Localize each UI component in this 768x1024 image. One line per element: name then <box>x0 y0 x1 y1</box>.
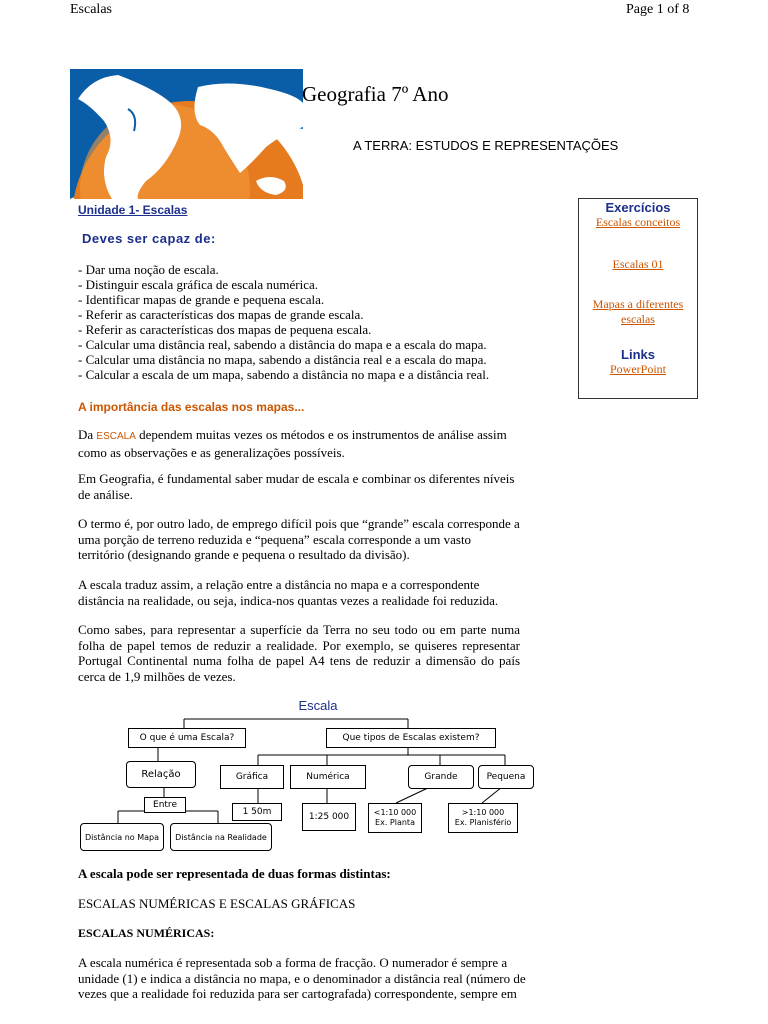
paragraph-geografia: Em Geografia, é fundamental saber mudar de escala e combinar os diferentes níveis de análise. <box>78 471 515 502</box>
page-number: Page 1 of 8 <box>626 2 690 17</box>
page-title: Geografia 7º Ano <box>302 82 449 106</box>
diagram-title: Escala <box>298 698 338 713</box>
diagram-box-q2: Que tipos de Escalas existem? <box>326 728 496 748</box>
diagram-box-grafica: Gráfica <box>220 765 284 789</box>
objective-item: - Calcular a escala de um mapa, sabendo a distância no mapa e a distância real. <box>78 367 490 382</box>
diagram-box-ex-grande <box>368 803 422 833</box>
paragraph-escala-numerica: A escala numérica é representada sob a forma de fracção. O numerador é sempre a unidade (1) e indica a distância no mapa, e o denominador a distância real (número de vezes que a realidade foi reduzida para ser cartografada) correspondente, sempre em <box>78 955 526 1001</box>
paragraph-como-sabes: Como sabes, para representar a superfície da Terra no seu todo ou em parte numa folha de papel temos de reduzir a realidade. Por exemplo, se quiseres representar Portugal Continental numa folha de papel A4 tens de reduzir a dimensão do país cerca de 1,9 milhões de vezes. <box>78 622 520 684</box>
diagram-box-q1: O que é uma Escala? <box>128 728 246 748</box>
paragraph-termo: O termo é, por outro lado, de emprego difícil pois que “grande” escala corresponde a uma porção de terreno reduzida e “pequena” escala corresponde a um vasto território (designando grande e pequena o resultado da divisão). <box>78 516 520 562</box>
objective-item: - Referir as características dos mapas de pequena escala. <box>78 322 372 337</box>
escala-keyword: ESCALA <box>96 431 136 442</box>
ex-grande-example: Ex. Planta <box>375 818 415 827</box>
globe-banner-image <box>70 69 303 199</box>
ex-pequena-ratio: >1:10 000 <box>461 808 505 817</box>
numericas-heading: ESCALAS NUMÉRICAS: <box>78 926 215 940</box>
diagram-box-numerica: Numérica <box>290 765 366 789</box>
objective-item: - Calcular uma distância no mapa, sabendo a distância real e a escala do mapa. <box>78 352 487 367</box>
sidebar-box <box>578 198 698 399</box>
diagram-box-ex-grafica: 1 50m <box>232 803 282 821</box>
diagram-box-ex-pequena <box>448 803 518 833</box>
exercise-link-escalas-conceitos[interactable]: Escalas conceitos <box>595 215 681 229</box>
diagram-box-dist-real: Distância na Realidade <box>170 823 272 851</box>
diagram-box-ex-numerica: 1:25 000 <box>302 803 356 831</box>
paragraph-suffix: dependem muitas vezes os métodos e os instrumentos de análise assim como as observações e as generalizações possíveis. <box>78 427 507 460</box>
objective-item: - Distinguir escala gráfica de escala numérica. <box>78 277 319 292</box>
page-header-title: Escalas <box>70 2 112 17</box>
objectives-heading: Deves ser capaz de: <box>82 231 216 246</box>
forms-heading: A escala pode ser representada de duas formas distintas: <box>78 866 391 881</box>
paragraph-escala-intro <box>78 427 520 460</box>
page-subtitle: A TERRA: ESTUDOS E REPRESENTAÇÕES <box>353 138 619 153</box>
exercicios-heading: Exercícios <box>605 200 671 215</box>
links-heading: Links <box>621 347 655 362</box>
objective-item: - Referir as características dos mapas de grande escala. <box>78 307 364 322</box>
exercise-link-mapas-diferentes-escalas[interactable]: Mapas a diferentes escalas <box>592 297 684 326</box>
forms-caps-line: ESCALAS NUMÉRICAS E ESCALAS GRÁFICAS <box>78 896 356 911</box>
diagram-box-dist-mapa: Distância no Mapa <box>80 823 164 851</box>
diagram-box-pequena: Pequena <box>478 765 534 789</box>
objective-item: - Calcular uma distância real, sabendo a distância do mapa e a escala do mapa. <box>78 337 487 352</box>
importance-heading: A importância das escalas nos mapas... <box>78 400 305 414</box>
diagram-box-grande: Grande <box>408 765 474 789</box>
paragraph-escala-traduz: A escala traduz assim, a relação entre a distância no mapa e a correspondente distância na realidade, ou seja, indica-nos quantas vezes a realidade foi reduzida. <box>78 577 499 608</box>
exercise-link-escalas-01[interactable]: Escalas 01 <box>612 257 664 271</box>
paragraph-prefix: Da <box>78 427 94 442</box>
objective-item: - Identificar mapas de grande e pequena escala. <box>78 292 325 307</box>
link-powerpoint[interactable]: PowerPoint <box>609 362 666 376</box>
unit-link[interactable]: Unidade 1- Escalas <box>78 203 188 217</box>
escala-concept-diagram <box>78 695 538 855</box>
diagram-box-relacao: Relação <box>126 761 196 788</box>
ex-pequena-example: Ex. Planisfério <box>454 818 512 827</box>
ex-grande-ratio: <1:10 000 <box>373 808 417 817</box>
diagram-box-entre: Entre <box>144 797 186 813</box>
objectives-list <box>78 262 558 382</box>
objective-item: - Dar uma noção de escala. <box>78 262 219 277</box>
